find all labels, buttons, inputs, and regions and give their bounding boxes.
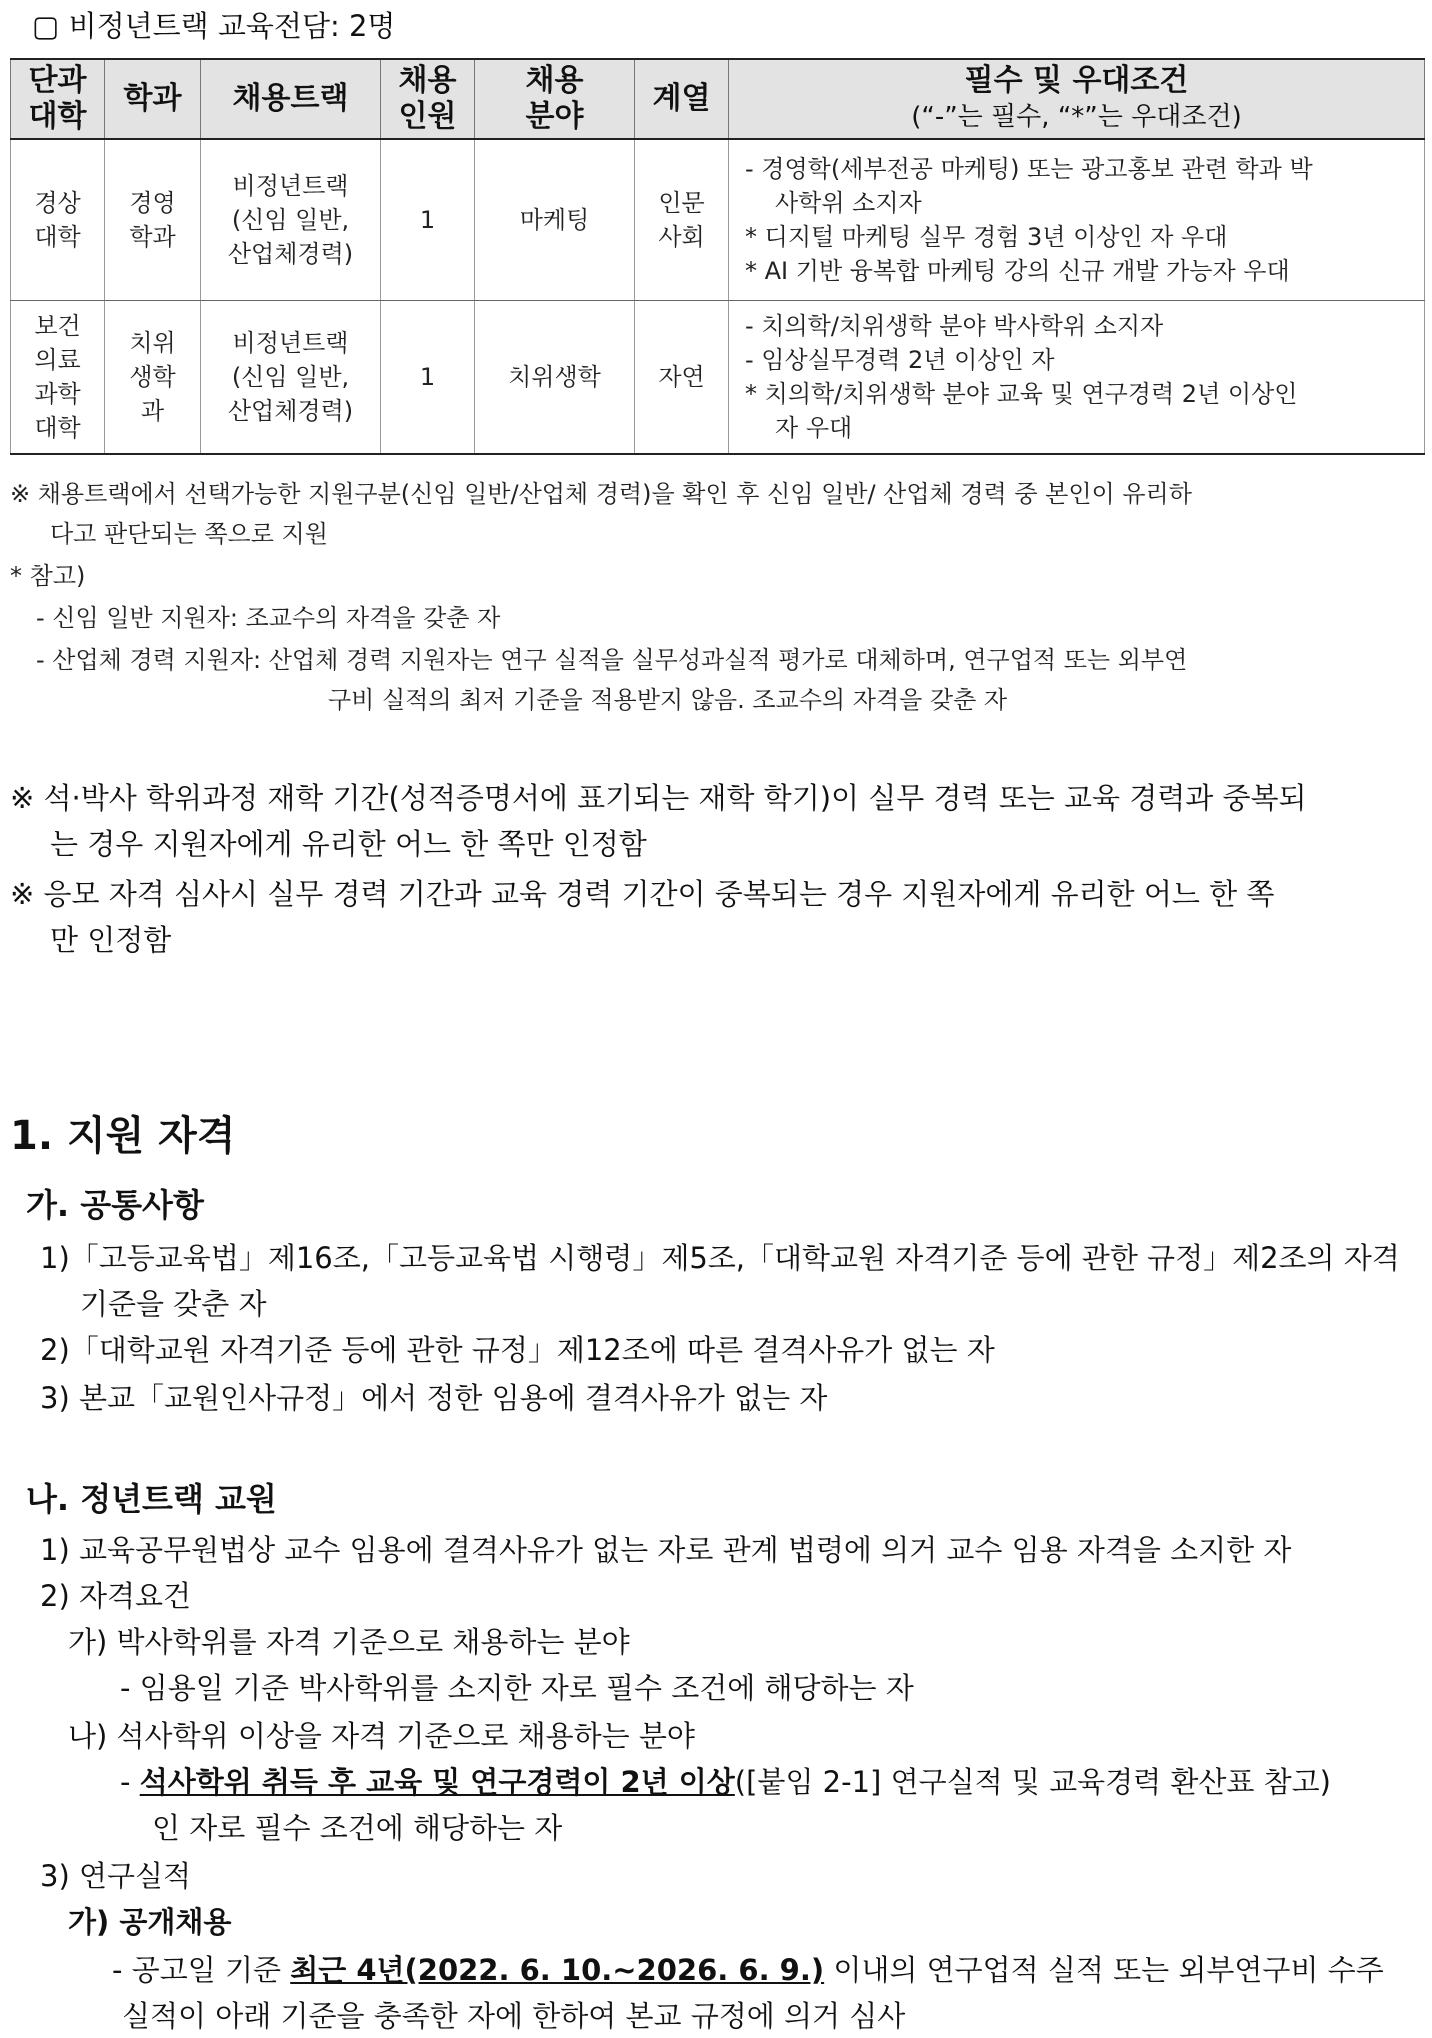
tenure-item-3: 3) 연구실적	[40, 1859, 192, 1893]
note-overlap-career: ※ 응모 자격 심사시 실무 경력 기간과 교육 경력 기간이 중복되는 경우 지원자에게 유리한 어느 한 쪽	[10, 877, 1275, 911]
cell-dept: 경영 학과	[105, 139, 201, 301]
cell-headcount: 1	[381, 139, 475, 301]
table-row	[11, 139, 1425, 301]
cell-college: 보건 의료 과학 대학	[11, 301, 105, 455]
cell-field: 마케팅	[475, 139, 635, 301]
tenure-item-2-na-1: - 석사학위 취득 후 교육 및 연구경력이 2년 이상([붙임 2-1] 연구실적 및 교육경력 환산표 참고)	[120, 1765, 1331, 1799]
tenure-item-2-ga-1: - 임용일 기준 박사학위를 소지한 자로 필수 조건에 해당하는 자	[120, 1671, 914, 1705]
note-reference: * 참고)	[10, 562, 86, 590]
header-conditions: 필수 및 우대조건 (“-”는 필수, “*”는 우대조건)	[729, 59, 1425, 139]
tenure-item-3-ga: 가) 공개채용	[68, 1905, 232, 1939]
cell-track: 비정년트랙 (신임 일반, 산업체경력)	[201, 139, 381, 301]
common-item-2: 2)「대학교원 자격기준 등에 관한 규정」제12조에 따른 결격사유가 없는 자	[40, 1333, 995, 1367]
cell-field: 치위생학	[475, 301, 635, 455]
common-item-1-cont: 기준을 갖춘 자	[80, 1287, 267, 1321]
tenure-item-2-na-1-cont: 인 자로 필수 조건에 해당하는 자	[152, 1811, 563, 1845]
cell-college: 경상 대학	[11, 139, 105, 301]
table-header-row	[11, 59, 1425, 139]
common-item-1: 1)「고등교육법」제16조,「고등교육법 시행령」제5조,「대학교원 자격기준 등에 관한 규정」제2조의 자격	[40, 1241, 1400, 1275]
note-overlap-degree: ※ 석·박사 학위과정 재학 기간(성적증명서에 표기되는 재학 학기)이 실무 경력 또는 교육 경력과 중복되	[10, 781, 1307, 815]
tenure-item-3-ga-1: - 공고일 기준 최근 4년(2022. 6. 10.~2026. 6. 9.) 이내의 연구업적 실적 또는 외부연구비 수주	[112, 1953, 1384, 1987]
header-series: 계열	[635, 59, 729, 139]
cell-conditions: - 경영학(세부전공 마케팅) 또는 광고홍보 관련 학과 박 사학위 소지자 * 디지털 마케팅 실무 경험 3년 이상인 자 우대 * AI 기반 융복합 마케팅 강의 신규 개발 가능자 우대	[729, 139, 1425, 301]
subsection-tenure: 나. 정년트랙 교원	[26, 1480, 277, 1518]
recruitment-table	[10, 58, 1425, 455]
subsection-common: 가. 공통사항	[26, 1186, 204, 1224]
common-item-3: 3) 본교「교원인사규정」에서 정한 임용에 결격사유가 없는 자	[40, 1381, 828, 1415]
note-track-choice-cont: 다고 판단되는 쪽으로 지원	[50, 520, 328, 548]
tenure-item-3-ga-1-cont: 실적이 아래 기준을 충족한 자에 한하여 본교 규정에 의거 심사	[122, 1999, 906, 2033]
header-dept: 학과	[105, 59, 201, 139]
header-college: 단과 대학	[11, 59, 105, 139]
header-track: 채용트랙	[201, 59, 381, 139]
tenure-item-1: 1) 교육공무원법상 교수 임용에 결격사유가 없는 자로 관계 법령에 의거 교수 임용 자격을 소지한 자	[40, 1533, 1292, 1567]
note-overlap-career-cont: 만 인정함	[50, 923, 172, 957]
note-track-choice: ※ 채용트랙에서 선택가능한 지원구분(신임 일반/산업체 경력)을 확인 후 신임 일반/ 산업체 경력 중 본인이 유리하	[10, 480, 1192, 508]
cell-dept: 치위 생학 과	[105, 301, 201, 455]
note-ref-new: - 신임 일반 지원자: 조교수의 자격을 갖춘 자	[36, 604, 501, 632]
section-heading-nontenure: ▢ 비정년트랙 교육전담: 2명	[32, 9, 396, 43]
section-title-eligibility: 1. 지원 자격	[10, 1113, 236, 1159]
tenure-item-2-na: 나) 석사학위 이상을 자격 기준으로 채용하는 분야	[68, 1719, 695, 1753]
cell-track: 비정년트랙 (신임 일반, 산업체경력)	[201, 301, 381, 455]
cell-series: 인문 사회	[635, 139, 729, 301]
tenure-item-2-ga: 가) 박사학위를 자격 기준으로 채용하는 분야	[68, 1625, 630, 1659]
tenure-item-2: 2) 자격요건	[40, 1579, 192, 1613]
note-ref-industry: - 산업체 경력 지원자: 산업체 경력 지원자는 연구 실적을 실무성과실적 평가로 대체하며, 연구업적 또는 외부연	[36, 646, 1188, 674]
cell-series: 자연	[635, 301, 729, 455]
table-row	[11, 301, 1425, 455]
header-field: 채용 분야	[475, 59, 635, 139]
cell-conditions: - 치의학/치위생학 분야 박사학위 소지자 - 임상실무경력 2년 이상인 자 * 치의학/치위생학 분야 교육 및 연구경력 2년 이상인 자 우대	[729, 301, 1425, 455]
note-ref-industry-cont: 구비 실적의 최저 기준을 적용받지 않음. 조교수의 자격을 갖춘 자	[328, 686, 1008, 714]
header-headcount: 채용 인원	[381, 59, 475, 139]
cell-headcount: 1	[381, 301, 475, 455]
note-overlap-degree-cont: 는 경우 지원자에게 유리한 어느 한 쪽만 인정함	[50, 827, 647, 861]
